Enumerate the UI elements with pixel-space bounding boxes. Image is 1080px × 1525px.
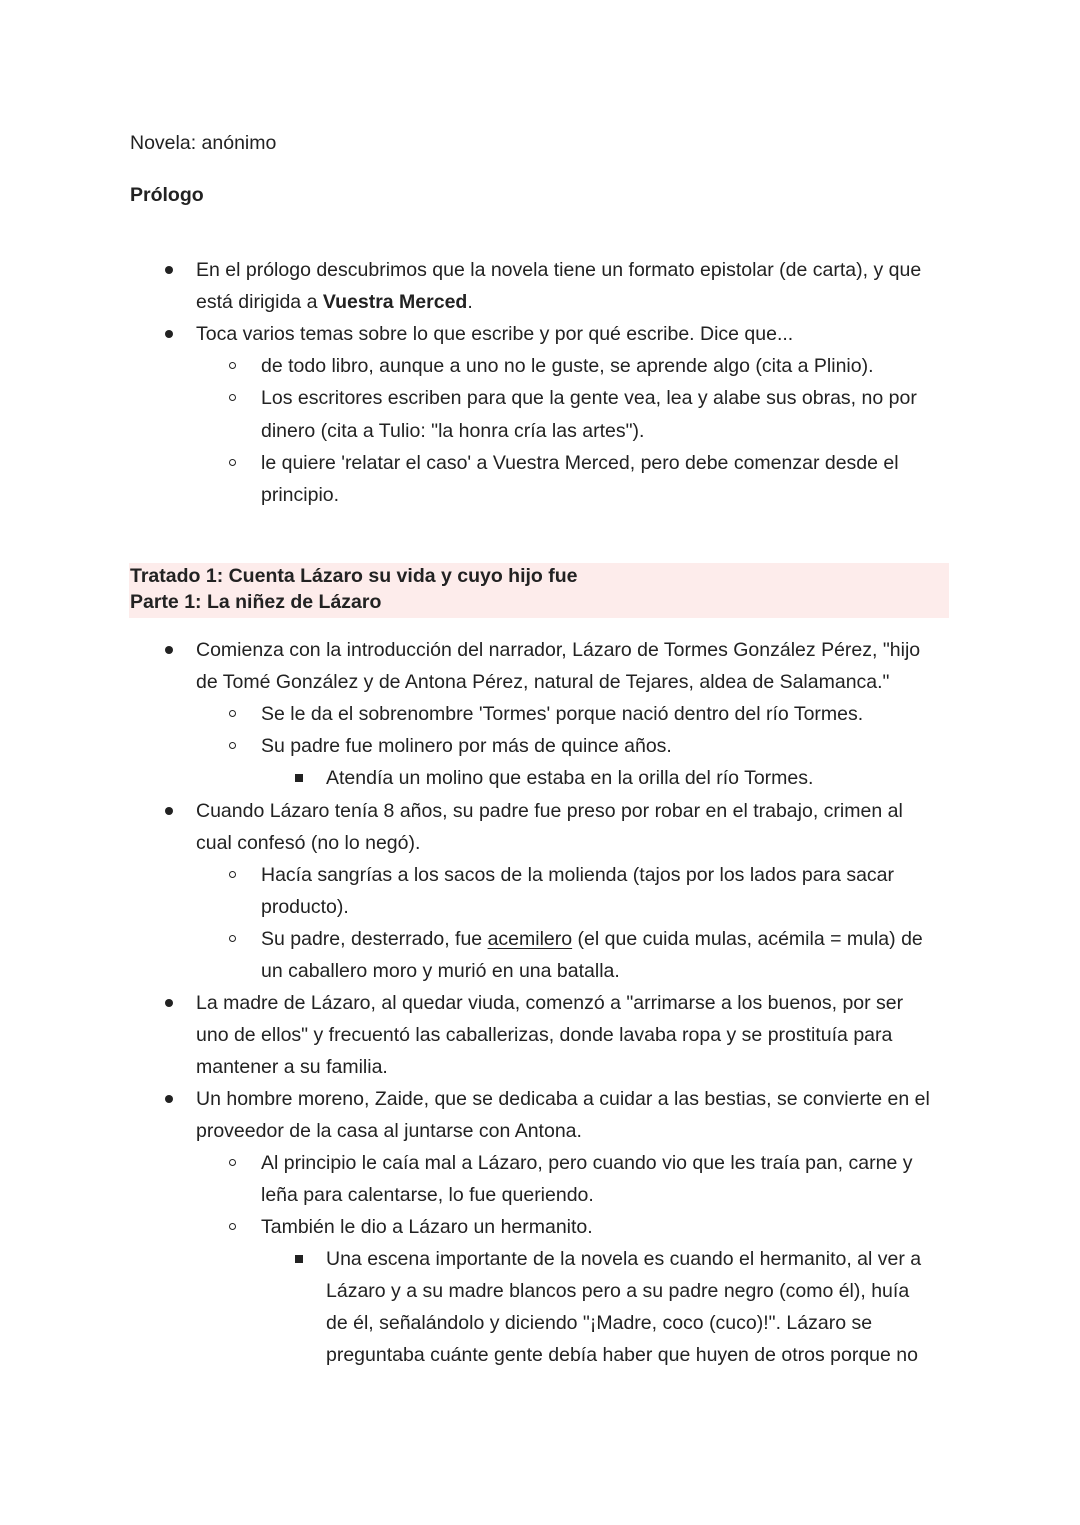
body-bullet-1-sub-2: Su padre fue molinero por más de quince años.	[261, 735, 672, 757]
vuestra-merced-bold: Vuestra Merced	[322, 291, 468, 313]
acemilero-link[interactable]: acemilero	[487, 928, 573, 950]
bullet-dot-icon	[165, 646, 173, 654]
prologo-bullet-1-line-2: está dirigida a Vuestra Merced.	[196, 291, 473, 313]
tratado-title: Tratado 1: Cuenta Lázaro su vida y cuyo hijo fue	[130, 565, 578, 587]
body-bullet-3-line-2: uno de ellos" y frecuentó las caballerizas, donde lavaba ropa y se prostituía para	[196, 1024, 893, 1046]
body-bullet-4-sub-2: También le dio a Lázaro un hermanito.	[261, 1216, 593, 1238]
body-bullet-4-sub-2-item-line-1: Una escena importante de la novela es cuando el hermanito, al ver a	[326, 1248, 922, 1270]
bullet-circle-icon	[229, 394, 236, 401]
body-bullet-1-line-2: de Tomé González y de Antona Pérez, natural de Tejares, aldea de Salamanca."	[196, 671, 890, 693]
bullet-dot-icon	[165, 266, 173, 274]
body-bullet-2-sub-1-line-1: Hacía sangrías a los sacos de la molienda (tajos por los lados para sacar	[261, 864, 894, 886]
bullet-circle-icon	[229, 1223, 236, 1230]
body-bullet-4-line-2: proveedor de la casa al juntarse con Antona.	[196, 1120, 582, 1142]
prologo-sub-2-line-2: dinero (cita a Tulio: "la honra cría las artes").	[261, 420, 645, 442]
body-bullet-2-sub-2-line-2: un caballero moro y murió en una batalla.	[261, 960, 620, 982]
bullet-circle-icon	[229, 1159, 236, 1166]
prologo-bullet-1-line-1: En el prólogo descubrimos que la novela tiene un formato epistolar (de carta), y que	[196, 259, 922, 281]
body-bullet-4-sub-1-line-1: Al principio le caía mal a Lázaro, pero cuando vio que les traía pan, carne y	[261, 1152, 913, 1174]
prologo-sub-3-line-1: le quiere 'relatar el caso' a Vuestra Merced, pero debe comenzar desde el	[261, 452, 899, 474]
bullet-dot-icon	[165, 999, 173, 1007]
body-bullet-4-sub-1-line-2: leña para calentarse, lo fue queriendo.	[261, 1184, 594, 1206]
parte-title: Parte 1: La niñez de Lázaro	[130, 591, 382, 613]
bullet-circle-icon	[229, 459, 236, 466]
body-bullet-4-sub-2-item-line-4: preguntaba cuánte gente debía haber que huyen de otros porque no	[326, 1344, 918, 1366]
prologo-bullet-2: Toca varios temas sobre lo que escribe y por qué escribe. Dice que...	[196, 323, 794, 345]
prologo-sub-1: de todo libro, aunque a uno no le guste, se aprende algo (cita a Plinio).	[261, 355, 874, 377]
body-bullet-1-sub-2-item: Atendía un molino que estaba en la orilla del río Tormes.	[326, 767, 814, 789]
bullet-circle-icon	[229, 362, 236, 369]
body-bullet-1-line-1: Comienza con la introducción del narrador, Lázaro de Tormes González Pérez, "hijo	[196, 639, 921, 661]
bullet-square-icon	[295, 774, 303, 782]
body-bullet-4-sub-2-item-line-2: Lázaro y a su madre blancos pero a su padre negro (como él), huía	[326, 1280, 910, 1302]
prologo-sub-3-line-2: principio.	[261, 484, 340, 506]
prologo-title: Prólogo	[130, 184, 204, 206]
body-bullet-2-sub-1-line-2: producto).	[261, 896, 349, 918]
body-bullet-3-line-1: La madre de Lázaro, al quedar viuda, comenzó a "arrimarse a los buenos, por ser	[196, 992, 904, 1014]
bullet-dot-icon	[165, 807, 173, 815]
bullet-circle-icon	[229, 935, 236, 942]
bullet-dot-icon	[165, 1095, 173, 1103]
body-bullet-2-line-1: Cuando Lázaro tenía 8 años, su padre fue preso por robar en el trabajo, crimen al	[196, 800, 903, 822]
prologo-sub-2-line-1: Los escritores escriben para que la gente vea, lea y alabe sus obras, no por	[261, 387, 917, 409]
body-bullet-3-line-3: mantener a su familia.	[196, 1056, 388, 1078]
novela-line: Novela: anónimo	[130, 132, 277, 154]
bullet-dot-icon	[165, 330, 173, 338]
body-bullet-2-line-2: cual confesó (no lo negó).	[196, 832, 421, 854]
bullet-circle-icon	[229, 710, 236, 717]
body-bullet-2-sub-2-line-1: Su padre, desterrado, fue acemilero (el que cuida mulas, acémila = mula) de	[261, 928, 923, 950]
bullet-circle-icon	[229, 871, 236, 878]
body-bullet-1-sub-1: Se le da el sobrenombre 'Tormes' porque nació dentro del río Tormes.	[261, 703, 864, 725]
bullet-circle-icon	[229, 742, 236, 749]
body-bullet-4-sub-2-item-line-3: de él, señalándolo y diciendo "¡Madre, coco (cuco)!". Lázaro se	[326, 1312, 873, 1334]
bullet-square-icon	[295, 1255, 303, 1263]
body-bullet-4-line-1: Un hombre moreno, Zaide, que se dedicaba a cuidar a las bestias, se convierte en el	[196, 1088, 930, 1110]
